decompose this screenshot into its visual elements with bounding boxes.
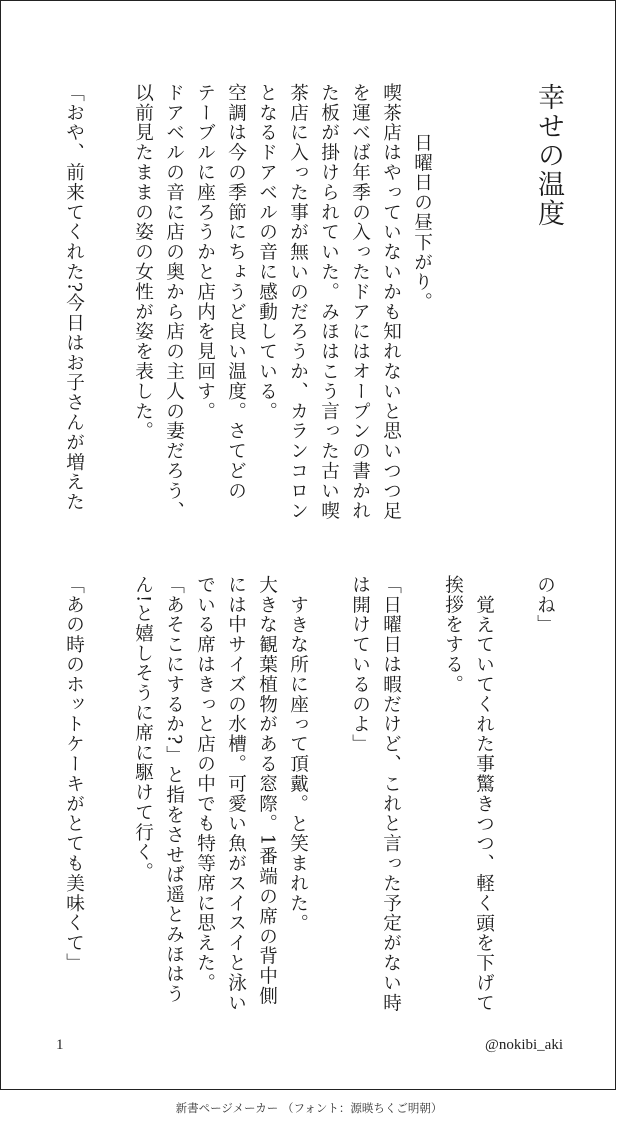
text-column-upper-5: 茶店に入った事が無いのだろうか、カランコロン — [287, 83, 309, 521]
text-column-lower-5: は開けているのよ」 — [349, 575, 371, 755]
page-title: 幸せの温度 — [533, 83, 564, 228]
text-column-upper-2: 喫茶店はやっていないかも知れないと思いつつ足 — [380, 83, 402, 521]
text-column-upper-11: 「おや、前来てくれた?今日はお子さんが増えた — [63, 83, 85, 513]
page-maker-credit: 新書ページメーカー （フォント：源暎ちくご明朝） — [175, 1101, 443, 1115]
text-column-lower-11: ん!と嬉しそうに席に駆けて行く。 — [132, 575, 154, 883]
text-column-upper-4: た板が掛けられていた。みほはこう言った古い喫 — [318, 83, 340, 521]
page-number: 1 — [56, 1037, 64, 1053]
text-column-lower-4: 「日曜日は暇だけど、これと言った予定がない時 — [380, 575, 402, 1013]
text-column-lower-12: 「あの時のホットケーキがとても美味くて」 — [63, 575, 85, 973]
text-column-lower-2: 覚えていてくれた事驚きつつ、軽く頭を下げて — [473, 595, 495, 1013]
author-handle: @nokibi_aki — [485, 1037, 563, 1053]
text-column-upper-1: 日曜日の昼下がり。 — [411, 133, 433, 313]
text-column-lower-9: でいる席はきっと店の中でも特等席に思えた。 — [194, 575, 216, 993]
text-column-upper-10: 以前見たままの姿の女性が姿を表した。 — [132, 83, 154, 442]
text-column-lower-3: 挨拶をする。 — [442, 575, 464, 695]
text-column-lower-10: 「あそこにするか?」と指をさせば遥とみほはう — [163, 575, 185, 1005]
text-column-upper-8: テーブルに座ろうかと店内を見回す。 — [194, 83, 216, 422]
text-column-lower-8: には中サイズの水槽。可愛い魚がスイスイと泳い — [225, 575, 247, 1013]
text-column-lower-7: 大きな観葉植物がある窓際。1番端の席の背中側 — [256, 575, 278, 1007]
text-column-upper-6: となるドアベルの音に感動している。 — [256, 83, 278, 422]
text-column-lower-1: のね」 — [534, 575, 556, 635]
text-column-upper-7: 空調は今の季節にちょうど良い温度。さてどの — [225, 83, 247, 501]
text-column-lower-6: すきな所に座って頂戴。と笑まれた。 — [287, 595, 309, 934]
text-column-upper-3: を運べば年季の入ったドアにはオープンの書かれ — [349, 83, 371, 521]
text-column-upper-9: ドアベルの音に店の奥から店の主人の妻だろう、 — [163, 83, 185, 521]
